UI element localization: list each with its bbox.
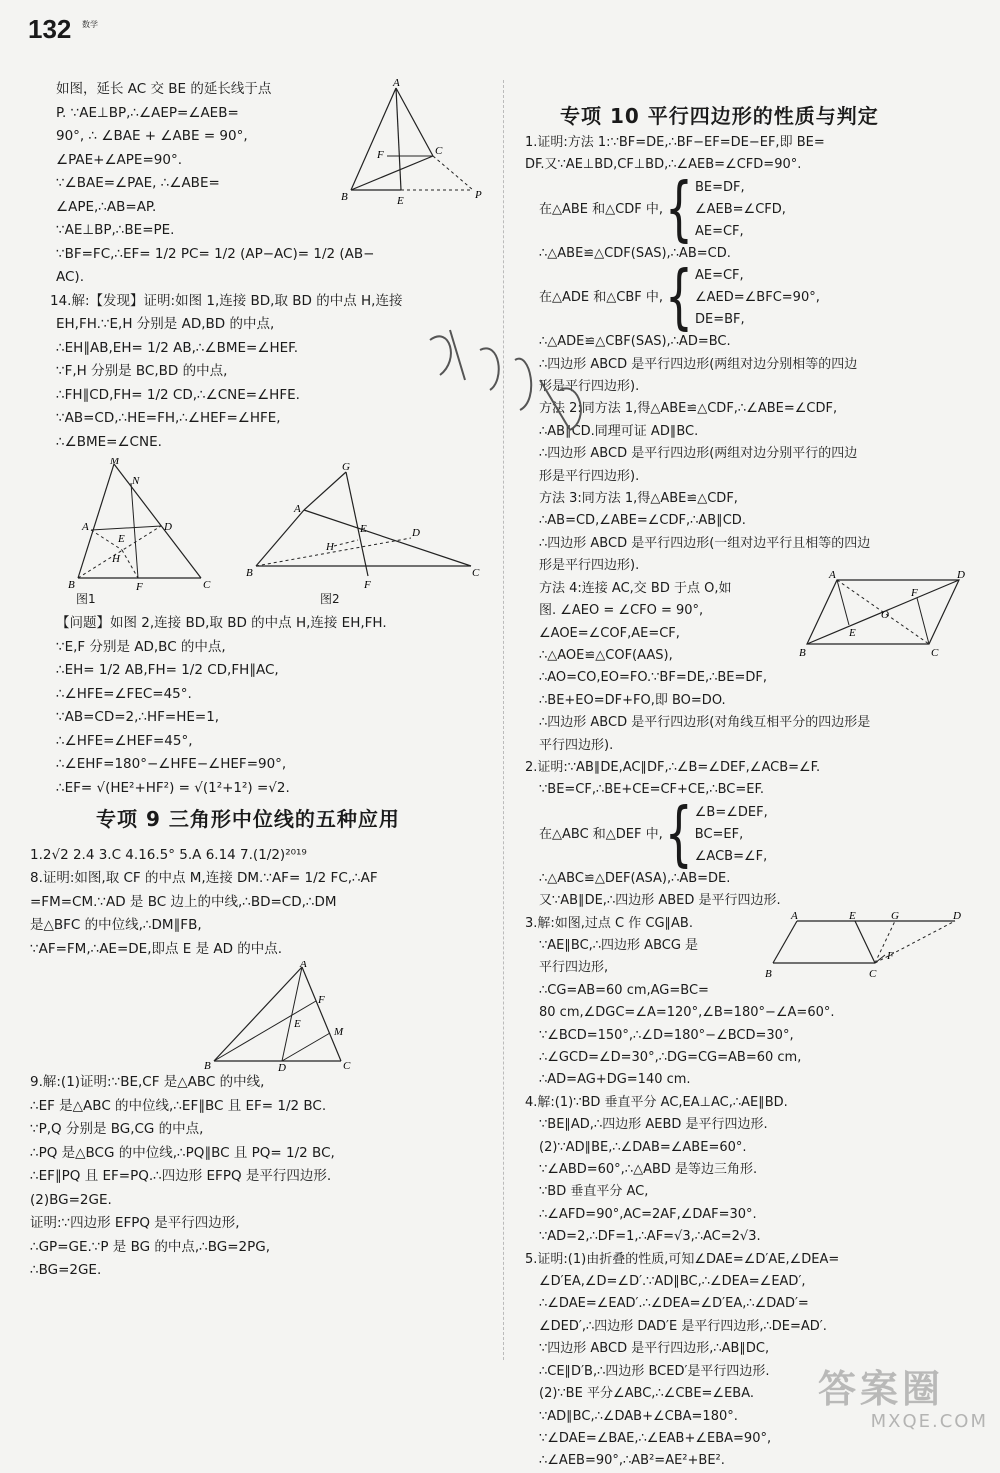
text-line: 14.解:【发现】证明:如图 1,连接 BD,取 BD 的中点 H,连接 <box>50 292 403 309</box>
svg-text:M: M <box>334 1026 344 1038</box>
svg-text:H: H <box>326 541 334 553</box>
svg-text:C: C <box>869 967 877 980</box>
question-8 <box>30 867 486 961</box>
text-line: ∴∠GCD=∠D=30°,∴DG=CG=AB=60 cm, <box>539 1050 802 1065</box>
text-line: ∴△AOE≌△COF(AAS), <box>539 647 673 663</box>
watermark-text: 答案圈 <box>818 1367 945 1411</box>
triangle-figure-abp <box>341 78 491 208</box>
text-line: 80 cm,∠DGC=∠A=120°,∠B=180°−∠A=60°. <box>539 1005 835 1021</box>
svg-text:F: F <box>887 949 894 962</box>
svg-text:A: A <box>82 521 89 533</box>
text-line: 4.解:(1)∵BD 垂直平分 AC,EA⊥AC,∴AE∥BD. <box>525 1094 788 1110</box>
text-line: ∠AOE=∠COF,AE=CF, <box>539 625 680 641</box>
svg-text:C: C <box>435 145 443 157</box>
text-line: 方法 2:同方法 1,得△ABE≌△CDF,∴∠ABE=∠CDF, <box>539 401 838 417</box>
watermark-logo <box>818 1367 988 1435</box>
text-line: 1.证明:方法 1:∵BF=DE,∴BF−EF=DE−EF,即 BE= <box>525 135 825 150</box>
svg-text:E: E <box>849 910 856 922</box>
svg-text:A: A <box>300 961 307 970</box>
svg-text:A: A <box>294 503 301 515</box>
svg-text:G: G <box>891 910 899 922</box>
svg-text:B: B <box>341 191 348 203</box>
text-line: ∴EF 是△ABC 的中位线,∴EF∥BC 且 EF= 1/2 BC. <box>30 1097 327 1114</box>
system-prefix: 在△ADE 和△CBF 中, <box>539 290 663 306</box>
text-line: 如图，延长 AC 交 BE 的延长线于点 <box>56 81 272 97</box>
figure-1-caption: 图1 <box>76 592 96 606</box>
text-line: ∵AE⊥BP,∴BE=PE. <box>56 222 175 238</box>
text-line: 又∵AB∥DE,∴四边形 ABED 是平行四边形. <box>539 893 781 909</box>
svg-text:A: A <box>791 910 798 922</box>
text-line: 是△BFC 的中位线,∴DM∥FB, <box>30 917 202 933</box>
text-line: ∴四边形 ABCD 是平行四边形(一组对边平行且相等的四边 <box>539 535 871 551</box>
text-line: 8.证明:如图,取 CF 的中点 M,连接 DM.∵AF= 1/2 FC,∴AF <box>30 870 378 886</box>
text-line: 90°, ∴ ∠BAE + ∠ABE = 90°, <box>56 128 248 144</box>
text-line: ∴∠BME=∠CNE. <box>56 433 162 450</box>
text-line: ∵F,H 分别是 BC,BD 的中点, <box>56 363 228 379</box>
text-line: ∴GP=GE.∵P 是 BG 的中点,∴BG=2PG, <box>30 1238 271 1255</box>
text-line: ∴AB∥CD.同理可证 AD∥BC. <box>539 423 699 439</box>
system-row: BE=DF, <box>694 179 745 195</box>
text-line: 形是平行四边形). <box>539 558 640 574</box>
text-line: 形是平行四边形). <box>539 468 640 484</box>
system-row: AE=CF, <box>694 223 744 239</box>
svg-text:E: E <box>397 195 404 207</box>
brace-icon: { <box>664 256 693 339</box>
system-row: DE=BF, <box>694 312 745 328</box>
text-line: ∵四边形 ABCD 是平行四边形,∴AB∥DC, <box>539 1341 770 1357</box>
handwritten-scribble <box>420 320 620 440</box>
question-3 <box>525 910 970 1092</box>
text-line: ∴△ABC≌△DEF(ASA),∴AB=DE. <box>539 870 731 886</box>
text-line: ∠APE,∴AB=AP. <box>56 198 157 215</box>
text-line: AC). <box>56 269 84 285</box>
question-5 <box>525 1249 970 1473</box>
svg-text:O: O <box>881 608 889 621</box>
text-line: ∴∠HFE=∠HEF=45°, <box>56 732 193 749</box>
system-row: ∠AED=∠BFC=90°, <box>694 290 820 306</box>
figures-1-2 <box>56 458 486 608</box>
text-line: 形是平行四边形). <box>539 379 640 395</box>
system-prefix: 在△ABC 和△DEF 中, <box>539 826 663 842</box>
equation-system-3 <box>525 793 970 875</box>
text-line: ∵E,F 分别是 AD,BC 的中点, <box>56 638 226 655</box>
text-line: ∴EH∥AB,EH= 1/2 AB,∴∠BME=∠HEF. <box>56 339 299 356</box>
svg-text:F: F <box>364 579 371 591</box>
equation-system-1 <box>525 168 970 250</box>
text-line: 2.证明:∵AB∥DE,AC∥DF,∴∠B=∠DEF,∠ACB=∠F. <box>525 759 821 775</box>
text-line: ∵AD=2,∴DF=1,∴AF=√3,∴AC=2√3. <box>539 1229 761 1245</box>
text-line: 方法 4:连接 AC,交 BD 于点 O,如 <box>539 580 732 596</box>
text-line: ∴四边形 ABCD 是平行四边形(对角线互相平分的四边形是 <box>539 715 871 731</box>
text-line: 平行四边形, <box>539 960 609 976</box>
system-row: ∠ACB=∠F, <box>694 848 768 864</box>
text-line: ∴EH= 1/2 AB,FH= 1/2 CD,FH∥AC, <box>56 662 279 678</box>
svg-text:A: A <box>829 569 836 581</box>
text-line: ∵AB=CD=2,∴HF=HE=1, <box>56 709 220 725</box>
text-line: ∵∠BCD=150°,∴∠D=180°−∠BCD=30°, <box>539 1027 794 1043</box>
text-line: 3.解:如图,过点 C 作 CG∥AB. <box>525 915 693 931</box>
system-row: BC=EF, <box>694 826 744 842</box>
text-line: ∴CE∥D′B,∴四边形 BCED′是平行四边形. <box>539 1363 770 1379</box>
text-line: ∵∠BAE=∠PAE, ∴∠ABE= <box>56 175 220 191</box>
svg-text:B: B <box>204 1060 211 1071</box>
svg-text:E: E <box>360 523 367 535</box>
svg-text:C: C <box>343 1060 351 1071</box>
text-line: ∴∠AEB=90°,∴AB²=AE²+BE². <box>539 1453 725 1469</box>
svg-text:C: C <box>203 579 211 591</box>
text-line: ∴∠EHF=180°−∠HFE−∠HEF=90°, <box>56 756 287 772</box>
text-line: ∵∠ABD=60°,∴△ABD 是等边三角形. <box>539 1162 758 1178</box>
text-line: ∴四边形 ABCD 是平行四边形(两组对边分别平行的四边 <box>539 446 858 462</box>
text-line: ∵BF=FC,∴EF= 1/2 PC= 1/2 (AP−AC)= 1/2 (AB− <box>56 245 375 262</box>
text-line: ∴FH∥CD,FH= 1/2 CD,∴∠CNE=∠HFE. <box>56 386 300 403</box>
page-number: 132 <box>28 14 72 44</box>
text-line: 证明:∵四边形 EFPQ 是平行四边形, <box>30 1215 240 1231</box>
svg-text:D: D <box>953 910 961 922</box>
svg-text:F: F <box>318 994 325 1006</box>
system-row: ∠B=∠DEF, <box>694 804 768 820</box>
svg-text:F: F <box>377 149 384 161</box>
svg-text:F: F <box>136 581 143 593</box>
text-line: ∴PQ 是△BCG 的中位线,∴PQ∥BC 且 PQ= 1/2 BC, <box>30 1144 335 1161</box>
figure-2 <box>246 458 486 593</box>
svg-text:C: C <box>472 567 480 579</box>
text-line: 方法 3:同方法 1,得△ABE≌△CDF, <box>539 491 738 507</box>
question-9 <box>30 1071 486 1283</box>
question-1 <box>525 132 970 757</box>
text-line: ∵AD∥BC,∴∠DAB+∠CBA=180°. <box>539 1408 738 1424</box>
svg-text:F: F <box>911 586 918 599</box>
parallelogram-figure-q1 <box>799 570 969 660</box>
left-column <box>30 78 486 1283</box>
text-line: ∴AO=CO,EO=FO.∵BF=DE,∴BE=DF, <box>539 670 767 686</box>
figure-2-caption: 图2 <box>320 592 340 606</box>
svg-text:M: M <box>110 458 120 467</box>
svg-text:E: E <box>118 533 125 545</box>
svg-text:D: D <box>164 521 172 533</box>
text-line: ∠D′EA,∠D=∠D′.∵AD∥BC,∴∠DEA=∠EAD′, <box>539 1274 806 1290</box>
question-4 <box>525 1092 970 1249</box>
svg-text:P: P <box>475 189 482 201</box>
text-line: ∴△ABE≌△CDF(SAS),∴AB=CD. <box>539 245 731 261</box>
svg-text:N: N <box>132 475 140 487</box>
brace-icon: { <box>664 168 693 250</box>
text-line: (2)∵AD∥BE,∴∠DAB=∠ABE=60°. <box>539 1139 747 1155</box>
text-line: ∴AB=CD,∠ABE=∠CDF,∴AB∥CD. <box>539 513 746 529</box>
page-subject: 数学 <box>82 20 98 29</box>
text-line: ∴∠AFD=90°,AC=2AF,∠DAF=30°. <box>539 1206 757 1222</box>
text-line: ∵∠DAE=∠BAE,∴∠EAB+∠EBA=90°, <box>539 1430 772 1446</box>
text-line: ∴BE+EO=DF+FO,即 BO=DO. <box>539 692 726 708</box>
text-line: ∴△ADE≌△CBF(SAS),∴AD=BC. <box>539 334 731 350</box>
text-line: ∴∠HFE=∠FEC=45°. <box>56 685 192 702</box>
text-line: ∠PAE+∠APE=90°. <box>56 151 182 168</box>
text-line: (2)∵BE 平分∠ABC,∴∠CBE=∠EBA. <box>539 1386 755 1402</box>
question-14-part-2 <box>56 612 486 800</box>
svg-text:A: A <box>393 78 400 89</box>
watermark-url: MXQE.COM <box>870 1411 988 1432</box>
text-line: ∴AD=AG+DG=140 cm. <box>539 1072 691 1088</box>
svg-text:B: B <box>799 646 806 659</box>
column-divider <box>503 80 504 1360</box>
text-line: ∵AE∥BC,∴四边形 ABCG 是 <box>539 937 699 953</box>
text-line: =FM=CM.∵AD 是 BC 边上的中线,∴BD=CD,∴DM <box>30 893 337 910</box>
answers-section-9: 1.2√2 2.4 3.C 4.16.5° 5.A 6.14 7.(1/2)²⁰¹⁹ <box>30 846 307 863</box>
text-line: 5.证明:(1)由折叠的性质,可知∠DAE=∠D′AE,∠DEA= <box>525 1251 840 1267</box>
text-line: DF.又∵AE⊥BD,CF⊥BD,∴∠AEB=∠CFD=90°. <box>525 157 802 173</box>
question-2 <box>525 757 970 913</box>
text-line: ∴∠DAE=∠EAD′.∴∠DEA=∠D′EA,∴∠DAD′= <box>539 1296 809 1312</box>
text-line: 【问题】如图 2,连接 BD,取 BD 的中点 H,连接 EH,FH. <box>56 615 387 631</box>
svg-text:C: C <box>931 646 939 659</box>
trapezoid-figure-q3 <box>765 911 965 981</box>
section-10-title: 专项 10 平行四边形的性质与判定 <box>560 104 879 128</box>
text-line: ∴BG=2GE. <box>30 1262 102 1278</box>
svg-text:D: D <box>412 527 420 539</box>
svg-text:G: G <box>342 461 350 473</box>
figure-1 <box>56 458 216 593</box>
text-line: ∵BE=CF,∴BE+CE=CF+CE,∴BC=EF. <box>539 782 764 798</box>
text-line: ∴EF= √(HE²+HF²) = √(1²+1²) =√2. <box>56 779 290 796</box>
svg-text:B: B <box>246 567 253 579</box>
svg-text:E: E <box>294 1018 301 1030</box>
text-line: 图. ∠AEO = ∠CFO = 90°, <box>539 603 704 619</box>
brace-icon: { <box>664 793 693 875</box>
svg-text:D: D <box>278 1062 286 1071</box>
text-line: ∵P,Q 分别是 BG,CG 的中点, <box>30 1121 204 1137</box>
system-row: AE=CF, <box>694 268 744 284</box>
text-line: 平行四边形). <box>539 737 614 753</box>
system-row: ∠AEB=∠CFD, <box>694 201 786 217</box>
text-line: P. ∵AE⊥BP,∴∠AEP=∠AEB= <box>56 104 239 121</box>
text-line: 9.解:(1)证明:∵BE,CF 是△ABC 的中线, <box>30 1074 265 1090</box>
text-line: (2)BG=2GE. <box>30 1191 112 1208</box>
svg-text:E: E <box>849 626 856 639</box>
text-line: ∴四边形 ABCD 是平行四边形(两组对边分别相等的四边 <box>539 356 858 372</box>
svg-text:H: H <box>112 553 120 565</box>
text-line: ∵AB=CD,∴HE=FH,∴∠HEF=∠HFE, <box>56 410 281 426</box>
text-line: ∴EF∥PQ 且 EF=PQ.∴四边形 EFPQ 是平行四边形. <box>30 1168 332 1184</box>
svg-text:B: B <box>765 967 772 980</box>
text-line: EH,FH.∵E,H 分别是 AD,BD 的中点, <box>56 316 275 332</box>
system-prefix: 在△ABE 和△CDF 中, <box>539 201 663 217</box>
text-line: ∵BD 垂直平分 AC, <box>539 1184 649 1200</box>
text-line: ∠DED′,∴四边形 DAD′E 是平行四边形,∴DE=AD′. <box>539 1318 827 1334</box>
section-9-title: 专项 9 三角形中位线的五种应用 <box>96 807 400 831</box>
triangle-figure-q8 <box>56 961 486 1071</box>
svg-text:B: B <box>68 579 75 591</box>
svg-text:D: D <box>957 569 965 581</box>
text-line: ∵AF=FM,∴AE=DE,即点 E 是 AD 的中点. <box>30 940 283 957</box>
text-line: ∴CG=AB=60 cm,AG=BC= <box>539 982 709 998</box>
text-line: ∵BE∥AD,∴四边形 AEBD 是平行四边形. <box>539 1117 768 1133</box>
